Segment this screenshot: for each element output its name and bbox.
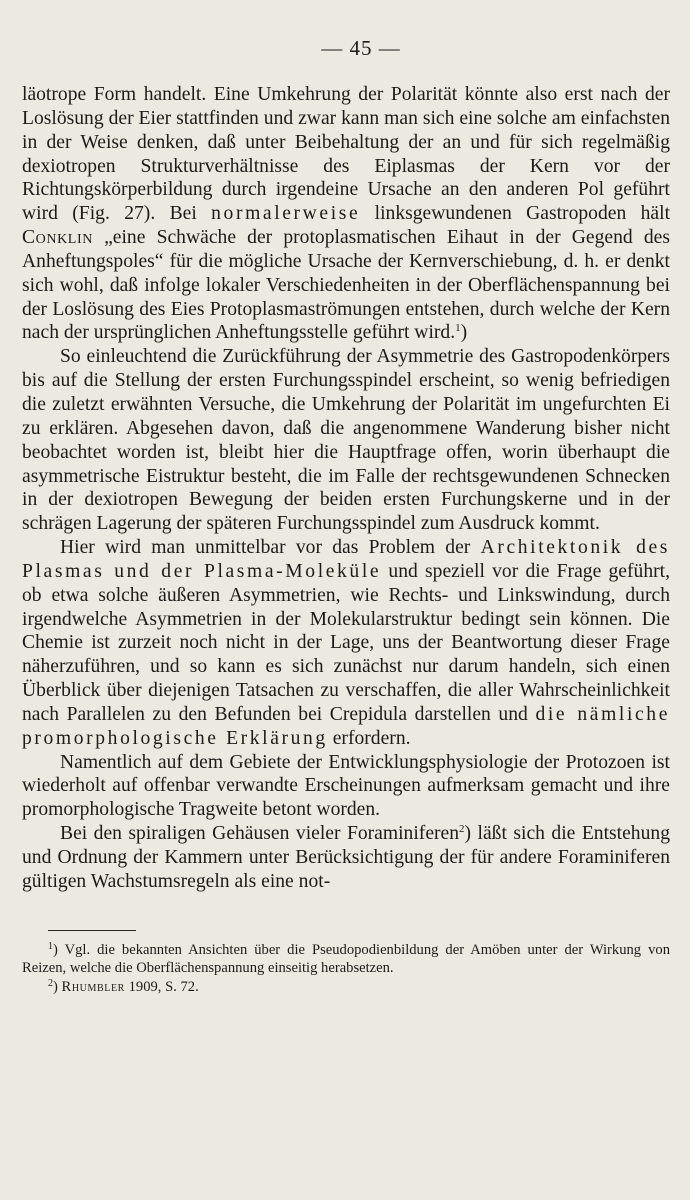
paragraph-1-text-3: „eine Schwäche der protoplasmatischen Eihaut in der Gegend des Anheftungspoles“ für die mögliche Ursache der Kernverschiebung, d. h. er denkt sich wohl, daß infolge lokaler Verschiedenheiten in der Oberflächenspannung bei der Loslösung des Eies Protoplasmaströmungen entstehen, durch welche der Kern nach der ursprünglichen Anheftungsstelle geführt wird. [22,227,670,344]
footnote-ref-1: 1 [455,322,461,335]
paragraph-5-text: Bei den spiraligen Gehäusen vieler Foraminiferen [60,823,460,845]
paragraph-1-text: läotrope Form handelt. Eine Umkehrung der Polarität könnte also erst nach der Loslösung der Eier stattfinden und zwar kann man sich eine solche am einfachsten in der Weise denken, daß unter Beibehaltung der an und für sich regelmäßig dexiotropen Strukturverhältnisse des Eiplasmas der Kern vor der Richtungskörperbildung durch irgendeine Ursache an den anderen Pol geführt wird (Fig. 27). Bei [22,84,670,225]
footnotes [22,941,670,997]
footnote-2-paren: ) [53,978,62,995]
footnote-2-text: 1909, S. 72. [124,978,199,995]
spaced-emphasis-erklaerung: die nämliche promorphologische Erklärung [22,703,670,749]
page-number: — 45 — [321,36,401,60]
footnote-1-mark: 1 [48,940,53,952]
footnote-2 [22,978,670,997]
paragraph-1-text-2: linksgewundenen Gastropoden hält [360,203,671,225]
body-text [22,83,670,894]
footnote-ref-2: 2 [459,823,465,836]
spaced-emphasis: normalerweise [211,203,361,225]
footnote-1-text: ) Vgl. die bekannten Ansichten über die Pseudopodienbildung der Amöben unter der Wirkung von Reizen, welche die Oberflächenspannung einseitig herabsetzen. [22,941,670,977]
author-name-conklin: Conklin [22,227,93,249]
paragraph-3-text: Hier wird man unmittelbar vor das Problem der [60,537,481,559]
book-page [22,36,670,996]
paragraph-4: Namentlich auf dem Gebiete der Entwicklungsphysiologie der Protozoen ist wiederholt auf offenbar verwandte Erscheinungen aufmerksam gemacht und ihre promorphologische Tragweite betont worden. [22,751,670,821]
footnote-divider [48,930,136,931]
paragraph-3-text-2: und speziell vor die Frage geführt, ob etwa solche äußeren Asymmetrien, wie Rechts- und Linkswindung, durch irgendwelche Asymmetrien in der Molekularstruktur bedingt sein können. Die Chemie ist zurzeit noch nicht in der Lage, uns der Beantwortung dieser Frage näherzuführen, und so kann es sich zunächst nur darum handeln, sich einen Überblick über diejenigen Tatsachen zu verschaffen, die aller Wahrscheinlichkeit nach Parallelen zu den Befunden bei Crepidula darstellen und [22,560,670,725]
paragraph-1 [22,83,670,345]
footnote-2-mark: 2 [48,977,53,989]
author-name-rhumbler: Rhumbler [61,978,125,995]
spaced-emphasis-architektonik: Architektonik des Plasmas und der Plasma-Moleküle [22,537,670,582]
paragraph-5 [22,822,670,894]
paragraph-5-text-2: ) läßt sich die Entstehung und Ordnung der Kammern unter Berücksichtigung der für andere Foraminiferen gültigen Wachstumsregeln als eine not- [22,823,670,892]
footnote-ref-1-paren: ) [460,322,468,344]
footnote-1 [22,941,670,978]
paragraph-3 [22,536,670,751]
paragraph-2: So einleuchtend die Zurückführung der Asymmetrie des Gastropodenkörpers bis auf die Stellung der ersten Furchungsspindel erscheint, so wenig befriedigen die zuletzt erwähnten Versuche, die Umkehrung der Polarität im ungefurchten Ei zu erklären. Abgesehen davon, daß die angenommene Wanderung bisher nicht beobachtet worden ist, bleibt hier die Hauptfrage offen, worin überhaupt die asymmetrische Eistruktur besteht, die im Falle der rechtsgewundenen Schnecken in der dexiotropen Bewegung der beiden ersten Furchungskerne und in der schrägen Lagerung der späteren Furchungsspindel zum Ausdruck kommt. [22,346,670,535]
paragraph-3-text-3: erfordern. [327,727,411,749]
